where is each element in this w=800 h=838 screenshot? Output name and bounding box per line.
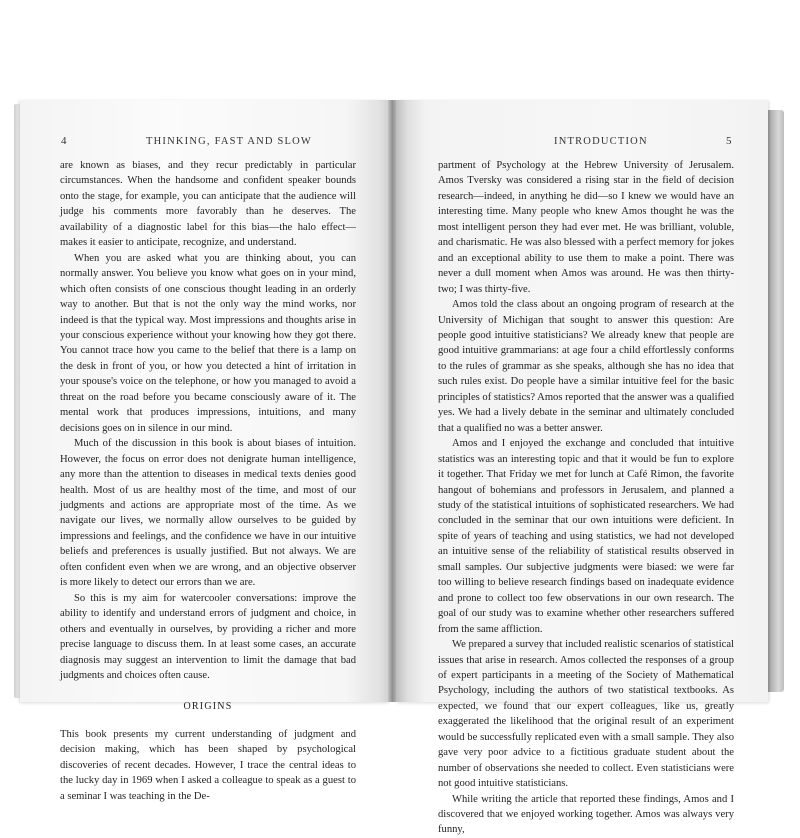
paragraph: We prepared a survey that included realistic scenarios of statistical issues that arise in research. Amos collected the responses of a group of expert participants in a meeting of the Society of Mathematical Psychology, including the authors of two statistical textbooks. As expected, we found that our expert colleagues, like us, greatly exaggerated the likelihood that the original result of an experiment would be successfully replicated even with a small sample. They also gave very poor advice to a fictitious graduate student about the number of observations she needed to collect. Even statisticians were not good intuitive statisticians. bbox=[438, 639, 734, 790]
paragraph: Amos told the class about an ongoing program of research at the University of Michigan that sought to answer this question: Are people good intuitive statisticians? We already knew that people are good intuitive grammarians: at age four a child effortlessly conforms to the rules of grammar as she speaks, although she has no idea that such rules exist. Do people have a similar intuitive feel for the basic principles of statistics? Amos reported that the answer was a qualified yes. We had a lively debate in the seminar and ultimately concluded that a qualified no was a better answer. bbox=[438, 299, 734, 434]
section-heading: ORIGINS bbox=[183, 701, 233, 713]
left-page bbox=[20, 100, 390, 802]
paragraph: When you are asked what you are thinking about, you can normally answer. You believe you know what goes on in your mind, which often consists of one conscious thought leading in an orderly way to another. But that is not the only way the mind works, nor indeed is that the typical way. Most impressions and thoughts arise in your conscious experience without your knowing how they got there. You cannot trace how you came to the belief that there is a lamp on the desk in front of you, or how you detected a hint of irritation in your spouse's voice on the telephone, or how you managed to avoid a threat on the road before you became consciously aware of it. The mental work that produces impressions, intuitions, and many decisions goes on in silence in our mind. bbox=[60, 252, 356, 434]
paragraph: While writing the article that reported these findings, Amos and I discovered that we enjoyed working together. Amos was always very funny, bbox=[438, 793, 734, 836]
right-running-head: INTRODUCTION bbox=[554, 136, 648, 147]
paragraph: partment of Psychology at the Hebrew University of Jerusalem. Amos Tversky was considered a rising star in the field of decision research—indeed, in anything he did—so I knew we would have an interesting time. Many people who knew Amos thought he was the most intelligent person they had ever met. He was brilliant, voluble, and charismatic. He was also blessed with a perfect memory for jokes and an exceptional ability to use them to make a point. There was never a dull moment when Amos was around. He was then thirty-two; I was thirty-five. bbox=[438, 160, 734, 295]
paragraph: So this is my aim for watercooler conversations: improve the ability to identify and understand errors of judgment and choice, in others and eventually in ourselves, by providing a richer and more precise language to discuss them. In at least some cases, an accurate diagnosis may suggest an intervention to limit the damage that bad judgments and choices often cause. bbox=[60, 592, 356, 681]
right-page-text bbox=[438, 158, 734, 838]
left-page-text bbox=[60, 158, 356, 804]
paragraph: are known as biases, and they recur predictably in particular circumstances. When the handsome and confident speaker bounds onto the stage, for example, you can anticipate that the audience will judge his comments more favorably than he deserves. The availability of a diagnostic label for this bias—the halo effect—makes it easier to anticipate, recognize, and understand. bbox=[60, 160, 356, 249]
right-page-number: 5 bbox=[726, 135, 732, 147]
paragraph: This book presents my current understanding of judgment and decision making, which has been shaped by psychological discoveries of recent decades. However, I trace the central ideas to the lucky day in 1969 when I asked a colleague to speak as a guest to a seminar I was teaching in the De- bbox=[60, 728, 356, 802]
paragraph: Much of the discussion in this book is about biases of intuition. However, the focus on error does not denigrate human intelligence, any more than the attention to diseases in medical texts denies good health. Most of us are healthy most of the time, and most of our judgments and actions are appropriate most of the time. As we navigate our lives, we normally allow ourselves to be guided by impressions and feelings, and the confidence we have in our intuitive beliefs and preferences is usually justified. But not always. We are often confident even when we are wrong, and an objective observer is more likely to detect our errors than we are. bbox=[60, 438, 356, 589]
paragraph: Amos and I enjoyed the exchange and concluded that intuitive statistics was an interesting topic and that it would be fun to explore it together. That Friday we met for lunch at Café Rimon, the favorite hangout of bohemians and professors in Jerusalem, and planned a study of the statistical intuitions of sophisticated researchers. We had concluded in the seminar that our own intuitions were deficient. In spite of years of teaching and using statistics, we had not developed an intuitive sense of the reliability of statistical results observed in small samples. Our subjective judgments were biased: we were far too willing to believe research findings based on inadequate evidence and prone to collect too few observations in our own research. The goal of our study was to examine whether other researchers suffered from the same affliction. bbox=[438, 438, 734, 635]
left-page-number: 4 bbox=[61, 135, 67, 147]
right-page-stack bbox=[766, 110, 784, 692]
left-running-head: THINKING, FAST AND SLOW bbox=[146, 136, 313, 147]
right-page bbox=[396, 100, 768, 836]
